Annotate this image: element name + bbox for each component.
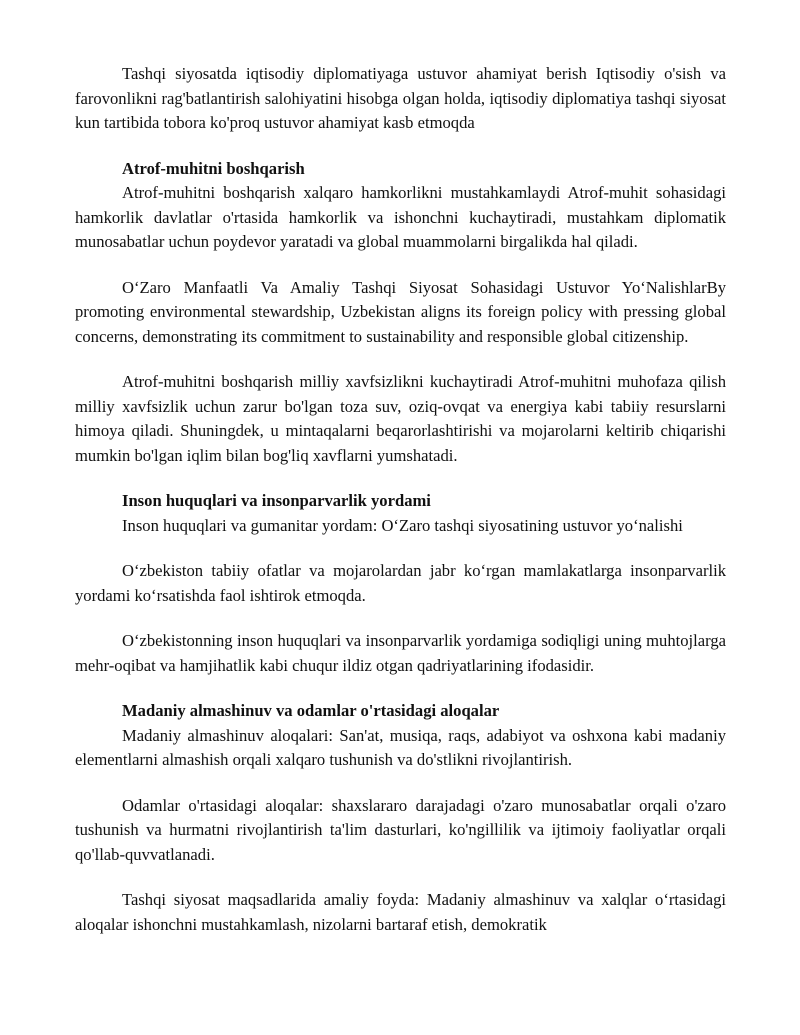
paragraph: O‘Zaro Manfaatli Va Amaliy Tashqi Siyosat Sohasidagi Ustuvor Yo‘NalishlarBy promoting environmental stewardship, Uzbekistan aligns its foreign policy with pressing global concerns, demonstrating its commitment to sustainability and responsible global citizenship. — [75, 277, 726, 346]
paragraph: Tashqi siyosatda iqtisodiy diplomatiyaga ustuvor ahamiyat berish Iqtisodiy o'sish va farovonlikni rag'batlantirish salohiyatini hisobga olgan holda, iqtisodiy diplomatiya tashqi siyosat kun tartibida tobora ko'proq ustuvor ahamiyat kasb etmoqda — [75, 64, 726, 132]
section-heading: Atrof-muhitni boshqarish — [122, 158, 305, 178]
paragraph: Inson huquqlari va gumanitar yordam: O‘Zaro tashqi siyosatining ustuvor yo‘nalishi — [122, 515, 683, 535]
paragraph: Atrof-muhitni boshqarish xalqaro hamkorlikni mustahkamlaydi Atrof-muhit sohasidagi hamkorlik davlatlar o'rtasida hamkorlik va ishonchni kuchaytiradi, mustahkam diplomatik munosabatlar uchun poydevor yaratadi va global muammolarni birgalikda hal qiladi. — [75, 183, 726, 251]
paragraph: Madaniy almashinuv aloqalari: San'at, musiqa, raqs, adabiyot va oshxona kabi madaniy elementlarni almashish orqali xalqaro tushunish va do'stlikni rivojlantirish. — [75, 725, 726, 769]
paragraph: Odamlar o'rtasidagi aloqalar: shaxslararo darajadagi o'zaro munosabatlar orqali o'zaro tushunish va hurmatni rivojlantirish ta'lim dasturlari, ko'ngillilik va ijtimoiy faoliyatlar orqali qo'llab-quvvatlanadi. — [75, 795, 726, 864]
paragraph: O‘zbekistonning inson huquqlari va insonparvarlik yordamiga sodiqligi uning muhtojlarga mehr-oqibat va hamjihatlik kabi chuqur ildiz otgan qadriyatlarining ifodasidir. — [75, 631, 726, 675]
paragraph: Tashqi siyosat maqsadlarida amaliy foyda: Madaniy almashinuv va xalqlar o‘rtasidagi aloqalar ishonchni mustahkamlash, nizolarni bartaraf etish, demokratik — [75, 890, 726, 934]
paragraph: Atrof-muhitni boshqarish milliy xavfsizlikni kuchaytiradi Atrof-muhitni muhofaza qilish milliy xavfsizlik uchun zarur bo'lgan toza suv, oziq-ovqat va energiya kabi tabiiy resurslarni himoya qiladi. Shuningdek, u mintaqalarni beqarorlashtirishi va mojarolarni keltirib chiqarishi mumkin bo'lgan iqlim bilan bog'liq xavflarni yumshatadi. — [75, 372, 726, 465]
section-heading: Inson huquqlari va insonparvarlik yordami — [122, 491, 431, 510]
section-heading: Madaniy almashinuv va odamlar o'rtasidagi aloqalar — [122, 701, 500, 720]
paragraph: O‘zbekiston tabiiy ofatlar va mojarolardan jabr ko‘rgan mamlakatlarga insonparvarlik yordami ko‘rsatishda faol ishtirok etmoqda. — [75, 561, 726, 605]
document-page — [75, 62, 726, 937]
